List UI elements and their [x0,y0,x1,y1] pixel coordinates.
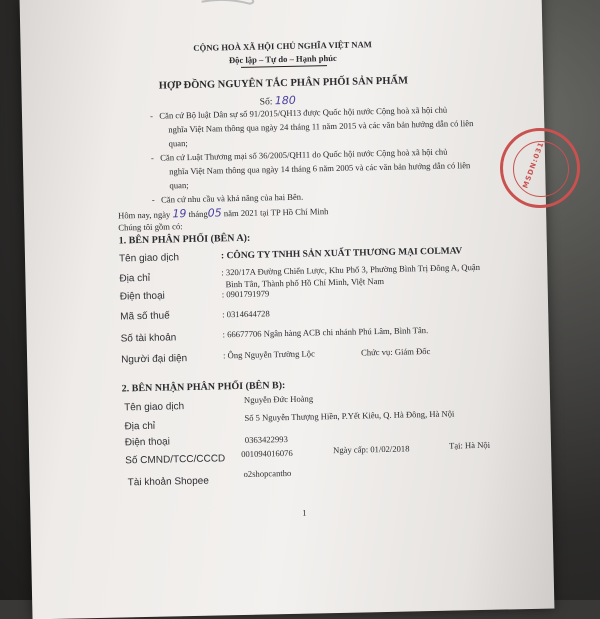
party-a-rep-value: : Ông Nguyễn Trường Lộc [222,348,315,361]
party-a-address-line-2: Bình Tân, Thành phố Hồ Chí Minh, Việt Nam [225,275,385,290]
paper-clip-icon [195,0,255,8]
party-b-shopee-value: o2shopcantho [243,467,292,479]
party-b-phone-value: 0363422993 [244,434,288,445]
party-a-heading: 1. BÊN PHÂN PHỐI (BÊN A): [118,232,251,247]
basis-2-line-2: nghĩa Việt Nam thông qua ngày 14 tháng 6 năm 2005 và các văn bản hướng dẫn có liên [169,160,471,177]
motto-underline [241,65,327,68]
party-b-address-value: Số 5 Nguyễn Thượng Hiền, P.Yết Kiêu, Q. Hà Đông, Hà Nội [244,408,455,423]
contract-page [20,0,555,619]
basis-1-line-3: quan; [168,138,188,149]
party-b-id-place: Tại: Hà Nội [448,439,491,451]
basis-1-line-1: - Căn cứ Bộ luật Dân sự số 91/2015/QH13 được Quốc hội nước Cộng hoà xã hội chủ [149,104,448,121]
party-b-phone-label: Điện thoại [124,436,171,449]
seal-text: MSDN:031 [521,140,546,190]
page-number: 1 [302,507,307,518]
bullet: - [150,152,161,163]
contract-number [260,94,296,108]
date-day: 19 [172,207,187,221]
party-b-id-issue-date: 01/02/2018 [370,443,410,455]
party-b-id-issue: Ngày cấp: 01/02/2018 [332,443,410,456]
contract-title: HỢP ĐỒNG NGUYÊN TẮC PHÂN PHỐI SẢN PHẨM [158,75,409,92]
parties-intro: Chúng tôi gồm có: [118,221,183,233]
party-a-phone-value: : 0901791979 [221,288,270,300]
date-month: 05 [207,206,222,220]
party-b-name-value: Nguyễn Đức Hoàng [243,393,314,405]
party-b-id-value: 001094016076 [241,447,293,459]
party-a-rep-label: Người đại diện [121,353,188,366]
basis-2-line-3: quan; [169,180,189,191]
party-a-account-value: : 66677706 Ngân hàng ACB chi nhánh Phú Lâm, Bình Tân. [222,325,429,340]
contract-date: Hôm nay, ngày 19 tháng05 năm 2021 tại TP Hồ Chí Minh [118,206,329,221]
company-seal [500,128,580,208]
party-a-name-label: Tên giao dịch [118,252,180,265]
party-b-id-label: Số CMND/TCC/CCCD [125,453,226,467]
contract-number-label: Số: [259,97,273,108]
party-b-shopee-label: Tài khoản Shopee [127,475,209,489]
national-motto: Độc lập – Tự do – Hạnh phúc [228,52,337,66]
contract-number-value: 180 [274,93,296,108]
national-title: CỘNG HOÀ XÃ HỘI CHỦ NGHĨA VIỆT NAM [193,39,372,53]
bullet: - [151,194,162,205]
party-a-account-label: Số tài khoản [120,332,177,345]
basis-2-line-1: - Căn cứ Luật Thương mại số 36/2005/QH11 do Quốc hội nước Cộng hoà xã hội chủ [150,146,448,163]
party-a-phone-label: Điện thoại [119,290,165,303]
basis-1-line-2: nghĩa Việt Nam thông qua ngày 24 tháng 11 năm 2015 và các văn bản hướng dẫn có liên [168,118,474,135]
party-a-name-value: : CÔNG TY TNHH SẢN XUẤT THƯƠNG MẠI COLMAV [220,246,463,262]
bullet: - [149,110,160,121]
party-a-position: Chức vụ: Giám Đốc [360,346,431,358]
party-a-address-label: Địa chỉ [119,272,151,285]
party-a-address-line-1: : 320/17A Đường Chiến Lược, Khu Phố 3, Phường Bình Trị Đông A, Quận [221,261,481,278]
party-a-tax-label: Mã số thuế [120,310,170,323]
party-b-address-label: Địa chỉ [124,420,156,433]
party-b-heading: 2. BÊN NHẬN PHÂN PHỐI (BÊN B): [121,380,286,395]
party-b-name-label: Tên giao dịch [124,401,185,414]
party-a-tax-value: : 0314644728 [222,308,270,320]
basis-3: - Căn cứ nhu cầu và khả năng của hai Bên. [151,191,304,205]
